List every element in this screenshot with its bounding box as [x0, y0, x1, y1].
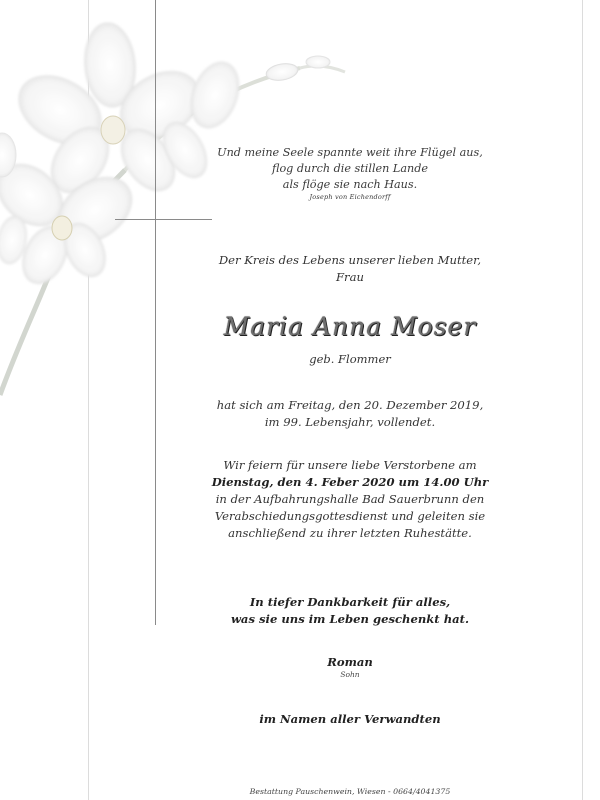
mourner: [180, 655, 520, 680]
service-info: [180, 457, 520, 542]
deceased-name: Maria Anna Moser: [223, 312, 477, 341]
gratitude-line: In tiefer Dankbarkeit für alles,: [249, 595, 451, 609]
poem-line: flog durch die stillen Lande: [271, 162, 428, 175]
cross-vertical-line: [155, 0, 156, 625]
mourner-relation: Sohn: [340, 670, 360, 679]
death-line: hat sich am Freitag, den 20. Dezember 2019,: [216, 398, 484, 412]
service-line: Verabschiedungsgottesdienst und geleiten sie: [214, 509, 486, 523]
poem-line: als flöge sie nach Haus.: [282, 178, 418, 191]
poem-author: Joseph von Eichendorff: [309, 193, 391, 201]
funeral-home-footer: Bestattung Pauschenwein, Wiesen - 0664/4041375: [249, 787, 451, 796]
poem: [180, 145, 520, 202]
right-page-edge: [582, 0, 583, 800]
service-line: Wir feiern für unsere liebe Verstorbene am: [223, 458, 477, 472]
death-line: im 99. Lebensjahr, vollendet.: [264, 415, 436, 429]
cross-horizontal-line: [115, 219, 212, 220]
intro-line: Frau: [336, 270, 364, 284]
intro-line: Der Kreis des Lebens unserer lieben Mutter,: [218, 253, 482, 267]
intro-text: [180, 252, 520, 286]
service-line: anschließend zu ihrer letzten Ruhestätte.: [228, 526, 472, 540]
birth-name: geb. Flommer: [309, 352, 391, 366]
relatives-text: im Namen aller Verwandten: [259, 712, 441, 726]
service-date: Dienstag, den 4. Feber 2020 um 14.00 Uhr: [211, 475, 489, 489]
gratitude-text: [180, 594, 520, 628]
poem-line: Und meine Seele spannte weit ihre Flügel aus,: [217, 146, 483, 159]
death-notice: [180, 397, 520, 431]
gratitude-line: was sie uns im Leben geschenkt hat.: [230, 612, 470, 626]
mourner-name: Roman: [327, 655, 373, 669]
service-line: in der Aufbahrungshalle Bad Sauerbrunn den: [215, 492, 485, 506]
